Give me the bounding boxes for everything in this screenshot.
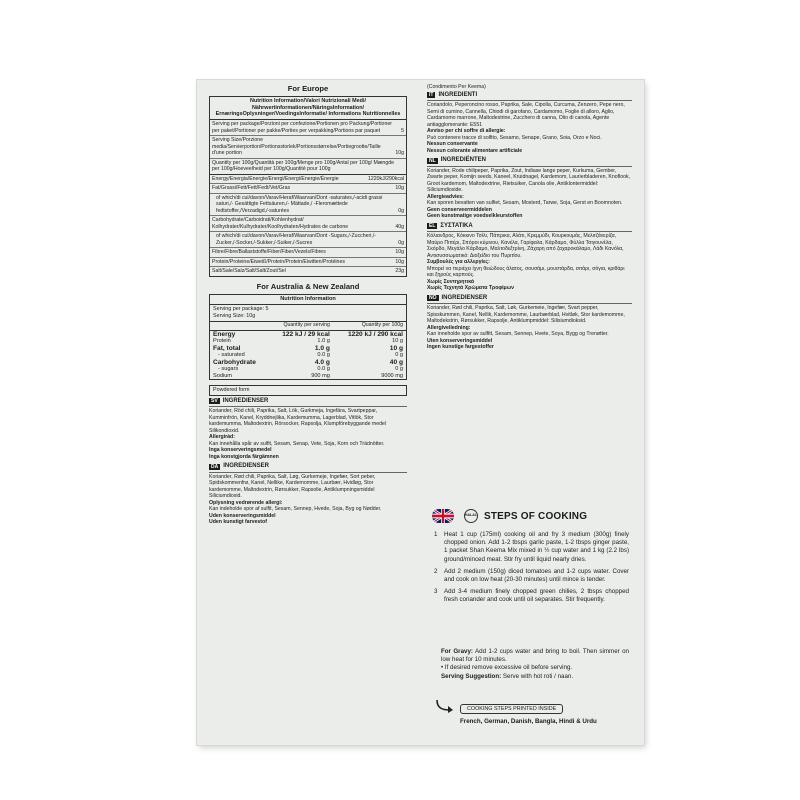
language-block: [209, 398, 407, 461]
allergy-text: Kan indeholde spor af sulfit, Sesam, Sennep, Hvede, Soja, Byg og Nødder.: [209, 506, 382, 513]
gravy-text: Add 1-2 cups water and bring to boil. Then simmer on low heat for 10 minutes.: [441, 648, 629, 664]
europe-row: [210, 120, 406, 136]
europe-row-label: of which/di cui/davon/Varav/Heraf/Waarvan/Dont -Sugars,/-Zuccheri,/-Zucker,/-Socker,/-Sukker,/-Suiker,/-Sucres: [216, 233, 377, 246]
language-heading-text: INGREDIENSER: [441, 294, 488, 301]
europe-row-value: 5: [401, 127, 404, 134]
anz-row-per-100g: 9000 mg: [381, 372, 403, 379]
no-preservatives-note: Uden konserveringsmiddel: [209, 512, 276, 519]
anz-row-per-100g: 10 g: [392, 338, 403, 345]
anz-row-label: Fat, total: [213, 344, 241, 352]
europe-row-label: Fat/Grassi/Fett/Fett/Fedt/Vet/Gras: [212, 185, 291, 192]
language-code-badge: EL: [429, 223, 436, 230]
europe-row: [210, 232, 406, 248]
uk-flag-icon: [432, 509, 454, 523]
right-column: [427, 84, 632, 354]
powdered-form-note: Powdered form: [209, 385, 407, 396]
europe-table-title: Nutrition Information/Valori Nutrizionali Medi/ Nährwertinformationen/NäringsInformation/ ErnæringsOplysninger/VoedingsInformatie/ Informations Nutritionnelles: [210, 97, 406, 120]
anz-row: [210, 345, 406, 353]
anz-row-per-serving: 0.0 g: [317, 366, 330, 373]
europe-row-label: Protein/Proteine/Eiweiß/Protein/Protein/Eiwitten/Protéines: [212, 258, 345, 265]
ingredients-text: Koriander, Rød chili, Paprika, Salt, Løg, Gurkemeje, Ingefær, Sort peber, Spidskommenfrø, Kanel, Nellike, Kardemomme, Laurbær, Hvidløg, Stor kardemomme, Maltodextrin, Rørsukker, Rapsolie, Antiklumpningsmiddel Siliciumdioxid.: [209, 473, 376, 500]
language-heading-text: ΣΥΣΤΑΤΙΚΑ: [440, 222, 473, 229]
europe-row-label: Serving Size/Porzione media/Servierportion/Portionsstorlek/Portionsstørrelse/Portiegrootte/Taille d'une portion: [212, 137, 381, 157]
anz-nutrition-table: [209, 294, 407, 380]
anz-row-per-100g: 40 g: [389, 358, 403, 366]
anz-row-label: - sugars: [218, 366, 239, 373]
no-colours-note: Χωρίς Τεχνητά Χρώματα Τροφίμων: [427, 285, 515, 291]
anz-row-per-100g: 10 g: [389, 344, 403, 352]
no-colours-note: Ingen kunstige fargestoffer: [427, 344, 494, 350]
anz-servings-per-package: Serving per package: 5: [213, 306, 269, 313]
anz-row-per-100g: 1220 kJ / 290 kcal: [348, 330, 403, 338]
language-heading: [209, 398, 407, 408]
step-text: Heat 1 cup (175ml) cooking oil and fry 3 medium (300g) finely chopped onion. Add 1-2 tbsps garlic paste, 1-2 tbsps ginger paste, 1 packet Shan Keema Mix mixed in ½ cup water and 1 kg (2.2 lbs) ground/minced meat. Stir fry until liquid nearly dries.: [444, 531, 629, 563]
step-text: Add 3-4 medium finely chopped green chilies, 2 tbsps chopped fresh coriander and cook until oil separates. Stir frequently.: [444, 588, 629, 604]
language-block: [209, 463, 407, 526]
ingredients-text: Koriander, Rode chilipeper, Paprika, Zout, Indiase lange peper, Kurkuma, Gember, Zwarte peper, Komijn seeds, Kaneel, Kruidnagel, Kardemom, Laurierbladeren, Knoflook, Groot kardemom, Maltodextrine, Rietsuiker, Canola olie, Antiklontermiddel: Siliciumdioxide.: [427, 167, 631, 193]
anz-header-blank: [210, 322, 269, 330]
europe-title: For Europe: [287, 84, 329, 93]
serving-text: Serve with hot roti / naan.: [502, 672, 574, 680]
europe-row: [210, 194, 406, 217]
language-heading-text: INGREDIENTI: [438, 91, 478, 98]
anz-table-body: [210, 322, 406, 379]
language-block: [427, 223, 632, 292]
europe-row: [210, 136, 406, 159]
anz-row-per-serving: 900 mg: [311, 372, 330, 379]
europe-row-value: 23g: [395, 268, 404, 275]
step-number: 2: [434, 567, 438, 575]
printed-inside-note: [434, 697, 630, 725]
ingredients-text: Coriandolo, Peperoncino rosso, Paprika, Sale, Cipolla, Curcuma, Zenzero, Pepe nero, Semi di cumino, Cannella, Chiodi di garofano, Cardamomo, Foglie di alloro, Aglio, Cardamomo marrone, Maltodestrine, Zucchero di canna, Olio di canola, Agente antiagglomerante: E551: [427, 102, 625, 128]
allergy-heading: Avviso per chi soffre di allergie:: [427, 128, 506, 134]
no-colours-note: Nessun colorante alimentare artificiale: [427, 147, 523, 154]
language-block: [427, 157, 632, 220]
allergy-text: Kan innehålla spår av sulfit, Sesam, Senap, Vete, Soja, Korn och Trädnötter.: [209, 440, 385, 447]
right-language-blocks: [427, 92, 632, 351]
europe-row-label: Serving per package/Porzioni per confezione/Portionen pro Packung/Portioner per paket/Portioner per pakke/Porties per verpakking/Portions par paquet: [212, 121, 392, 134]
left-language-blocks: [209, 398, 407, 526]
language-heading: [209, 463, 407, 473]
europe-row-value: 10g: [395, 249, 404, 256]
no-preservatives-note: Nessun conservante: [427, 141, 478, 147]
language-code-badge: NO: [429, 295, 437, 302]
language-heading: [427, 157, 632, 167]
no-preservatives-note: Χωρίς Συντηρητικά: [427, 278, 475, 285]
oil-note-text: If desired remove excessive oil before serving.: [444, 664, 573, 672]
gravy-instruction: [441, 648, 629, 664]
language-code-badge: NL: [429, 157, 436, 164]
anz-row-per-serving: 1.0 g: [314, 344, 330, 352]
europe-row-value: 0g: [398, 207, 404, 214]
ingredients-text: Κόλιανδρος, Κόκκινο Τσίλι, Πάπρικα, Αλάτι, Κρεμμύδι, Κουρκουμάς, Μελιτζάνερίζα, Μαύρο Πιπέρι, Σπόροι κύμινου, Κανέλα, Γαρίφαλα, Κάρδαμο, Φύλλα Τσιγουνέλα, Σκόρδο, Μεγάλο Κάρδαμο, Μαλτοδεξτρίνη, Ζάχαρη από ζαχαροκάλαμο, Λάδι Κανόλα, Αντισυσσωματικό: Διοξείδιο του Πυριτίου.: [427, 233, 624, 259]
europe-row-value: 40g: [395, 223, 404, 230]
allergy-heading: Συμβουλές για αλλεργίες:: [427, 259, 490, 265]
anz-row-per-serving: 1.0 g: [317, 338, 330, 345]
language-block: [427, 92, 632, 155]
allergy-heading: Allergieadvies:: [427, 193, 464, 200]
anz-row-label: Protein: [213, 338, 231, 345]
language-code-badge: SV: [211, 398, 218, 405]
europe-row-value: 10g: [395, 150, 404, 157]
europe-row: [210, 267, 406, 276]
allergy-heading: Allergirád:: [209, 434, 235, 441]
cooking-step: [434, 568, 629, 584]
europe-row: [210, 216, 406, 232]
europe-row: [210, 175, 406, 185]
europe-row: [210, 159, 406, 175]
ingredients-text: Koriander, Röd chili, Paprika, Salt, Lök, Gurkmeja, Ingefära, Svartpeppar, Kumminfrön, Kanel, Kryddnejlika, Kardemumma, Lagerblad, Vitlök, Stor kardemumma, Maltodextrin, Rörsocker, Rapsolja, Klumpförebyggande medel Silikondioxid.: [209, 408, 387, 434]
anz-row-per-serving: 0.0 g: [317, 352, 330, 359]
ingredients-text: Koriander, Rød chili, Paprika, Salt, Løk, Gurkemeie, Ingefær, Svart pepper, Spisskummen, Kanel, Nellik, Kardemomme, Laurbærblad, Hvitløk, Stor kardemomme, Maltodekstrin, Rørsukker, Rapsolje, Antiklumpmiddel: Silisiumdioksid.: [427, 305, 625, 324]
europe-row-value: 10g: [395, 185, 404, 192]
anz-serving-info: [210, 305, 406, 322]
europe-row-label: Salt/Sale/Salz/Salt/Salt/Zout/Sel: [212, 268, 286, 275]
halal-label: HALAL: [464, 513, 478, 518]
condiment-subtitle: (Condimento Per Keema): [427, 84, 486, 90]
step-number: 1: [434, 531, 438, 538]
anz-row-label: Sodium: [213, 372, 232, 379]
step-text: Add 2 medium (150g) diced tomatoes and 1-2 cups water. Cover and cook on low heat (20-30 minutes) until mince is tender.: [444, 567, 629, 583]
gravy-section: [441, 648, 629, 681]
language-heading: [427, 223, 632, 233]
anz-row-per-100g: 0 g: [395, 366, 403, 373]
anz-row-per-serving: 4.0 g: [314, 358, 330, 366]
cooking-header: [432, 509, 587, 523]
europe-row: [210, 258, 406, 268]
europe-row-value: 0g: [398, 239, 404, 246]
anz-row-label: Energy: [213, 330, 236, 338]
language-heading-text: INGREDIËNTEN: [440, 157, 487, 163]
europe-row: [210, 248, 406, 258]
allergy-text: Può contenere tracce di solfito, Sesamo, Senape, Grano, Soia, Orzo e Noci.: [427, 134, 602, 141]
allergy-heading: Allergiveiledning:: [427, 324, 471, 331]
no-preservatives-note: Uten konserveringsmiddel: [427, 337, 493, 344]
language-heading-text: INGREDIENSER: [223, 463, 269, 470]
europe-row-label: of which/di cui/davon/Varav/Heraf/Waarvan/Dont -saturates,/-acidi grassi saturi,/- Gesättigte Fettsäuren,/- Mättade,/ -Fleromættede fedtstoffer,/Verzadigd,/-saturées: [216, 194, 383, 214]
europe-row-value: 10g: [395, 258, 404, 265]
serving-suggestion: [441, 673, 629, 681]
no-preservatives-note: Inga konserveringsmedel: [209, 447, 272, 454]
language-heading: [427, 295, 632, 305]
language-code-badge: IT: [429, 92, 434, 99]
no-colours-note: Inga konstgjorda färgämnen: [209, 453, 279, 460]
curved-arrow-icon: [434, 698, 456, 714]
anz-row-label: Carbohydrate: [213, 358, 256, 366]
anz-col-per-100g: Quantity per 100g: [333, 322, 406, 330]
europe-row-label: Energy/Energia/Energie/Energi/Energi/Energie/Énergie: [212, 175, 339, 182]
allergy-text: Kan sporen bevatten van sulfiet, Sesam, Mosterd, Tarwe, Soja, Gerst en Boomnoten.: [427, 200, 623, 206]
serving-head: Serving Suggestion:: [441, 672, 502, 680]
anz-row-per-serving: 122 kJ / 29 kcal: [282, 330, 330, 338]
language-heading-text: INGREDIENSER: [222, 397, 269, 404]
europe-row-label: Fibre/Fibre/Ballaststoffe/Fiber/Fiber/Vezels/Fibres: [212, 249, 326, 256]
inside-languages: French, German, Danish, Bangla, Hindi & Urdu: [460, 718, 597, 725]
no-colours-note: Geen kunstmatige voedselkleurstoffen: [427, 213, 523, 219]
anz-row-label: - saturated: [218, 352, 245, 359]
language-block: [427, 295, 632, 351]
cooking-step: [434, 531, 629, 564]
anz-row: [210, 330, 406, 338]
no-preservatives-note: Geen conserveermiddelen: [427, 206, 492, 213]
anz-row: [210, 359, 406, 367]
europe-row-label: Carbohydrate/Carboidrati/Kohlenhydrat/ Kolhydrater/Kulhydrater/Koolhydraten/Hydrates de carbone: [212, 217, 349, 230]
allergy-text: Μπορεί να περιέχει ίχνη θειώδους άλατος, σουσάμι, μουστάρδα, σιτάρι, σόγια, κριθάρι και ξηρούς καρπούς.: [427, 265, 625, 278]
europe-row: [210, 184, 406, 194]
anz-col-per-serving: Quantity per serving: [269, 322, 333, 330]
anz-serving-size: Serving Size: 10g: [213, 312, 256, 319]
allergy-text: Kan inneholde spor av sulfitt, Sesam, Sennep, Hvete, Soya, Bygg og Trenøtter.: [427, 331, 609, 337]
gravy-head: For Gravy:: [441, 648, 473, 655]
allergy-heading: Oplysning vedrørende allergi:: [209, 499, 283, 506]
no-colours-note: Uden kunstigt farvestof: [209, 519, 267, 526]
europe-row-value: 1220kJ/290kcal: [367, 175, 404, 182]
step-number: 3: [434, 588, 438, 596]
anz-title: For Australia & New Zealand: [256, 281, 360, 291]
europe-nutrition-table: [209, 96, 407, 276]
cooking-title: STEPS OF COOKING: [484, 510, 588, 522]
left-column: [209, 84, 407, 529]
language-heading: [427, 92, 632, 102]
anz-row-per-100g: 0 g: [395, 352, 403, 359]
cooking-steps: [434, 531, 629, 609]
anz-row: [210, 373, 406, 379]
cooking-step: [434, 588, 629, 604]
anz-table-title: Nutrition Information: [210, 295, 406, 305]
language-code-badge: DA: [211, 463, 219, 470]
europe-row-label: Quantity per 100g/Quantità per 100g/Menge pro 100g/Antal per 100g/ Mængde per 100g/Hoeveelheid per 100g/Quantité pour 100g: [212, 159, 394, 173]
oil-note: • If desired remove excessive oil before serving.: [441, 664, 573, 672]
halal-logo: [464, 509, 478, 523]
inside-label: COOKING STEPS PRINTED INSIDE: [460, 704, 563, 714]
anz-header-row: [210, 322, 406, 330]
